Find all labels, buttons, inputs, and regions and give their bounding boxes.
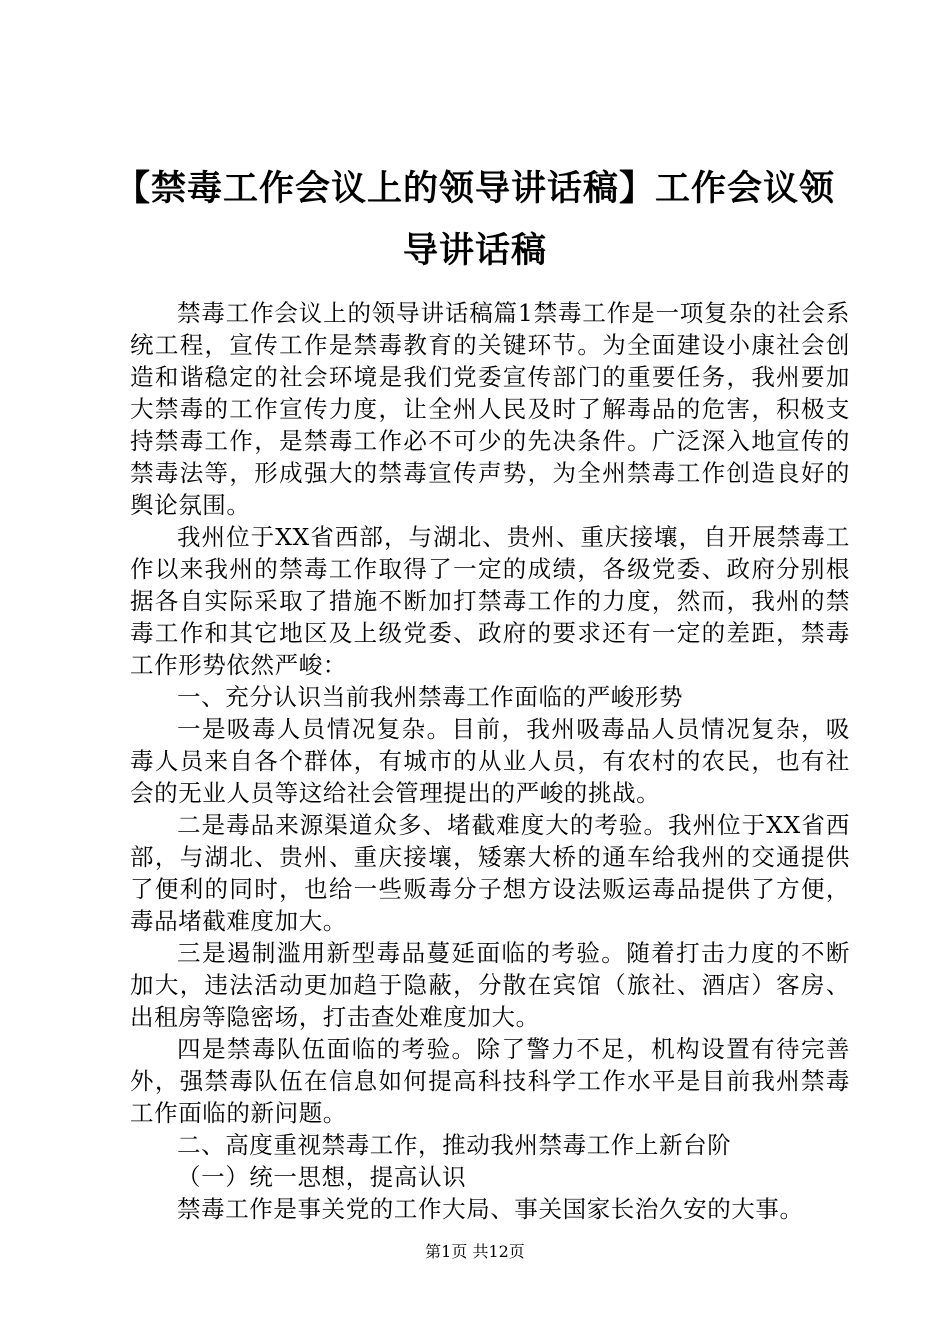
paragraph: 禁毒工作是事关党的工作大局、事关国家长治久安的大事。 bbox=[177, 1195, 804, 1223]
page-number-footer: 第1页 共12页 bbox=[425, 1242, 525, 1261]
paragraph: 我州位于XX省西部，与湖北、贵州、重庆接壤，自开展禁毒工作以来我州的禁毒工作取得了一定的成绩，各级党委、政府分别根据各自实际采取了措施不断加打禁毒工作的力度，然而，我州的禁毒工作和其它地区及上级党委、政府的要求还有一定的差距，禁毒工作形势依然严峻： bbox=[130, 523, 850, 679]
document-title: 【禁毒工作会议上的领导讲话稿】工作会议领导讲话稿 bbox=[114, 169, 835, 271]
paragraph: 二是毒品来源渠道众多、堵截难度大的考验。我州位于XX省西部，与湖北、贵州、重庆接壤，矮寨大桥的通车给我州的交通提供了便利的同时，也给一些贩毒分子想方设法贩运毒品提供了方便，毒品堵截难度加大。 bbox=[130, 811, 850, 935]
paragraph: 三是遏制滥用新型毒品蔓延面临的考验。随着打击力度的不断加大，违法活动更加趋于隐蔽，分散在宾馆（旅社、酒店）客房、出租房等隐密场，打击查处难度加大。 bbox=[130, 939, 850, 1031]
paragraph: 一是吸毒人员情况复杂。目前，我州吸毒品人员情况复杂，吸毒人员来自各个群体，有城市的从业人员，有农村的农民，也有社会的无业人员等这给社会管理提出的严峻的挑战。 bbox=[130, 715, 850, 807]
paragraph: 禁毒工作会议上的领导讲话稿篇1禁毒工作是一项复杂的社会系统工程，宣传工作是禁毒教育的关键环节。为全面建设小康社会创造和谐稳定的社会环境是我们党委宣传部门的重要任务，我州要加大禁毒的工作宣传力度，让全州人民及时了解毒品的危害，积极支持禁毒工作，是禁毒工作必不可少的先决条件。广泛深入地宣传的禁毒法等，形成强大的禁毒宣传声势，为全州禁毒工作创造良好的舆论氛围。 bbox=[130, 299, 850, 519]
paragraph: 四是禁毒队伍面临的考验。除了警力不足，机构设置有待完善外，强禁毒队伍在信息如何提高科技科学工作水平是目前我州禁毒工作面临的新问题。 bbox=[130, 1035, 850, 1127]
subsection-heading: （一）统一思想，提高认识 bbox=[177, 1163, 467, 1191]
document-body bbox=[130, 297, 850, 1225]
section-heading: 二、高度重视禁毒工作，推动我州禁毒工作上新台阶 bbox=[177, 1131, 732, 1159]
section-heading: 一、充分认识当前我州禁毒工作面临的严峻形势 bbox=[177, 683, 684, 711]
